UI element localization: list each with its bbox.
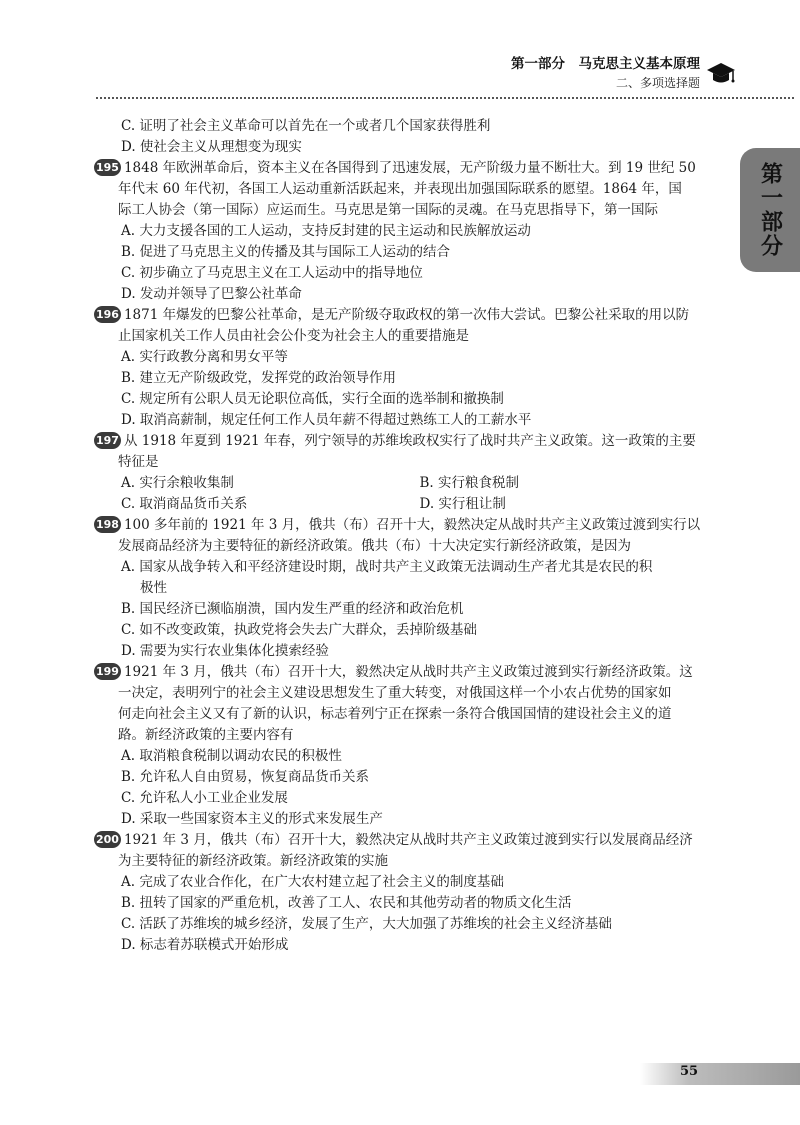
question-stem-line: 特征是 bbox=[118, 454, 159, 470]
option-d: D. 需要为实行农业集体化摸索经验 bbox=[121, 643, 329, 659]
option-c: C. 取消商品货币关系 bbox=[121, 496, 248, 512]
page-number: 55 bbox=[680, 1064, 699, 1079]
option-b: B. 允许私人自由贸易，恢复商品货币关系 bbox=[121, 769, 370, 785]
question-197 bbox=[96, 431, 718, 515]
question-stem-line: 1921 年 3 月，俄共（布）召开十大，毅然决定从战时共产主义政策过渡到实行新经济政策。这 bbox=[123, 664, 693, 680]
part-side-tab bbox=[740, 148, 800, 272]
option-b: B. 扭转了国家的严重危机，改善了工人、农民和其他劳动者的物质文化生活 bbox=[121, 895, 572, 911]
question-stem-line: 从 1918 年夏到 1921 年春，列宁领导的苏维埃政权实行了战时共产主义政策。这一政策的主要 bbox=[123, 433, 696, 449]
question-number-badge: 196 bbox=[96, 308, 119, 321]
option-line: D. 使社会主义从理想变为现实 bbox=[121, 139, 302, 155]
previous-question-tail bbox=[118, 116, 718, 158]
page-header bbox=[0, 0, 800, 100]
option-line: C. 证明了社会主义革命可以首先在一个或者几个国家获得胜利 bbox=[121, 118, 491, 134]
header-divider bbox=[96, 97, 794, 99]
option-d: D. 标志着苏联模式开始形成 bbox=[121, 937, 289, 953]
question-199 bbox=[96, 662, 718, 830]
option-b: B. 实行粮食税制 bbox=[419, 475, 520, 491]
option-d: D. 实行租让制 bbox=[419, 496, 506, 512]
option-d: D. 发动并领导了巴黎公社革命 bbox=[121, 286, 302, 302]
question-stem-line: 1921 年 3 月，俄共（布）召开十大，毅然决定从战时共产主义政策过渡到实行以发展商品经济 bbox=[123, 832, 693, 848]
question-content bbox=[96, 116, 718, 956]
header-section-title: 第一部分 马克思主义基本原理 bbox=[511, 56, 700, 72]
question-number-badge: 195 bbox=[96, 161, 119, 174]
option-d: D. 取消高薪制，规定任何工作人员年薪不得超过熟练工人的工薪水平 bbox=[121, 412, 532, 428]
question-200 bbox=[96, 830, 718, 956]
question-stem-line: 为主要特征的新经济政策。新经济政策的实施 bbox=[118, 853, 388, 869]
option-a: A. 实行政教分离和男女平等 bbox=[121, 349, 288, 365]
graduation-cap-icon bbox=[706, 60, 736, 88]
side-tab-label: 第一部分 bbox=[757, 162, 783, 258]
question-stem-line: 止国家机关工作人员由社会公仆变为社会主人的重要措施是 bbox=[118, 328, 469, 344]
question-198 bbox=[96, 515, 718, 662]
footer-page-bar bbox=[640, 1063, 800, 1085]
question-number-badge: 197 bbox=[96, 434, 119, 447]
question-stem-line: 1848 年欧洲革命后，资本主义在各国得到了迅速发展，无产阶级力量不断壮大。到 19 世纪 50 bbox=[123, 160, 696, 176]
question-number-badge: 200 bbox=[96, 833, 119, 846]
option-a: A. 完成了农业合作化，在广大农村建立起了社会主义的制度基础 bbox=[121, 874, 504, 890]
question-stem-line: 发展商品经济为主要特征的新经济政策。俄共（布）十大决定实行新经济政策，是因为 bbox=[118, 538, 631, 554]
option-b: B. 国民经济已濒临崩溃，国内发生严重的经济和政治危机 bbox=[121, 601, 464, 617]
question-number-badge: 199 bbox=[96, 665, 119, 678]
question-stem-line: 何走向社会主义又有了新的认识，标志着列宁正在探索一条符合俄国国情的建设社会主义的道 bbox=[118, 706, 672, 722]
question-stem-line: 1871 年爆发的巴黎公社革命，是无产阶级夺取政权的第一次伟大尝试。巴黎公社采取的用以防 bbox=[123, 307, 690, 323]
option-c: C. 活跃了苏维埃的城乡经济，发展了生产，大大加强了苏维埃的社会主义经济基础 bbox=[121, 916, 612, 932]
option-d: D. 采取一些国家资本主义的形式来发展生产 bbox=[121, 811, 383, 827]
option-a-continuation: 极性 bbox=[140, 580, 167, 596]
question-196 bbox=[96, 305, 718, 431]
option-b: B. 建立无产阶级政党，发挥党的政治领导作用 bbox=[121, 370, 397, 386]
question-stem-line: 年代末 60 年代初，各国工人运动重新活跃起来，并表现出加强国际联系的愿望。1864 年，国 bbox=[118, 181, 682, 197]
option-c: C. 如不改变政策，执政党将会失去广大群众，丢掉阶级基础 bbox=[121, 622, 477, 638]
question-number-badge: 198 bbox=[96, 518, 119, 531]
question-195 bbox=[96, 158, 718, 305]
option-a: A. 大力支援各国的工人运动，支持反封建的民主运动和民族解放运动 bbox=[121, 223, 531, 239]
question-stem-line: 路。新经济政策的主要内容有 bbox=[118, 727, 294, 743]
question-stem-line: 一决定，表明列宁的社会主义建设思想发生了重大转变，对俄国这样一个小农占优势的国家如 bbox=[118, 685, 672, 701]
option-c: C. 初步确立了马克思主义在工人运动中的指导地位 bbox=[121, 265, 423, 281]
option-c: C. 规定所有公职人员无论职位高低，实行全面的选举制和撤换制 bbox=[121, 391, 504, 407]
option-b: B. 促进了马克思主义的传播及其与国际工人运动的结合 bbox=[121, 244, 451, 260]
option-a: A. 国家从战争转入和平经济建设时期，战时共产主义政策无法调动生产者尤其是农民的积 bbox=[121, 559, 653, 575]
question-stem-line: 际工人协会（第一国际）应运而生。马克思是第一国际的灵魂。在马克思指导下，第一国际 bbox=[118, 202, 658, 218]
option-a: A. 实行余粮收集制 bbox=[121, 475, 234, 491]
option-a: A. 取消粮食税制以调动农民的积极性 bbox=[121, 748, 342, 764]
option-c: C. 允许私人小工业企业发展 bbox=[121, 790, 288, 806]
question-stem-line: 100 多年前的 1921 年 3 月，俄共（布）召开十大，毅然决定从战时共产主义政策过渡到实行以 bbox=[123, 517, 701, 533]
header-subsection-title: 二、多项选择题 bbox=[615, 76, 700, 90]
